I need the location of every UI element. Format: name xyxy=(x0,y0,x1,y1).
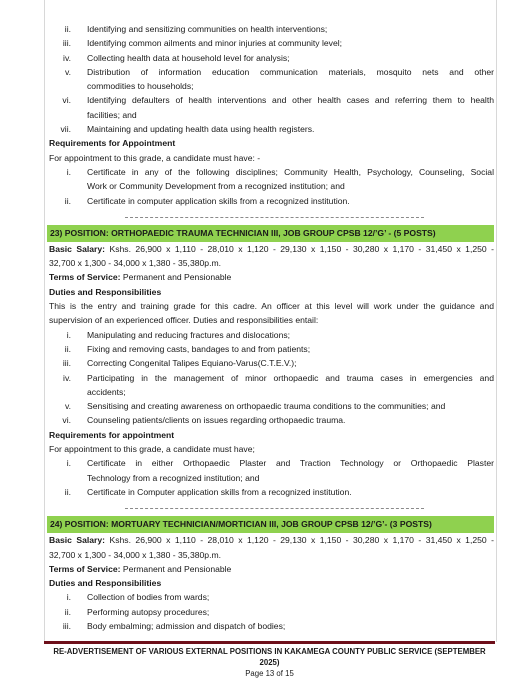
salary-line-1: Kshs. 26,900 x 1,110 - 28,010 x 1,120 - 29,130 x 1,150 - 30,280 x 1,170 - 31,450 x 1,250 - xyxy=(105,243,494,254)
list-item-text: Sensitising and creating awareness on orthopaedic trauma conditions to the communities; and xyxy=(87,401,446,412)
list-item-number: iii. xyxy=(62,358,71,369)
list-item-number: iv. xyxy=(63,52,71,63)
section-divider xyxy=(125,217,424,219)
footer-rule xyxy=(44,641,495,644)
footer-title: RE-ADVERTISEMENT OF VARIOUS EXTERNAL POSITIONS IN KAKAMEGA COUNTY PUBLIC SERVICE (SEPTEMBER 2025) xyxy=(53,647,486,667)
requirements-heading: Requirements for appointment xyxy=(49,429,175,440)
requirements-heading: Requirements for Appointment xyxy=(49,138,176,149)
position-24-salary xyxy=(49,533,494,547)
list-item-continuation xyxy=(49,179,494,193)
list-item xyxy=(49,619,494,633)
list-item xyxy=(49,65,494,79)
position-23-duties-list xyxy=(49,328,494,428)
requirements-intro: For appointment to this grade, a candidate must have; xyxy=(49,444,255,455)
list-item-continuation xyxy=(49,108,494,122)
list-item-text: Technology from a recognized institution; and xyxy=(87,472,260,483)
duties-heading: Duties and Responsibilities xyxy=(49,578,162,589)
list-item-text: Distribution of information education communication materials, mosquito nets and other xyxy=(87,66,494,77)
page-number: Page 13 of 15 xyxy=(245,669,294,678)
list-item-continuation xyxy=(49,79,494,93)
list-item-text: facilities; and xyxy=(87,109,137,120)
list-item xyxy=(49,399,494,413)
position-23-salary xyxy=(49,242,494,256)
list-item xyxy=(49,413,494,427)
position-23-requirements-list xyxy=(49,456,494,499)
position-24-terms xyxy=(49,562,494,576)
list-item-number: iii. xyxy=(62,38,71,49)
list-item xyxy=(49,36,494,50)
terms-value: Permanent and Pensionable xyxy=(120,563,232,574)
list-item-number: i. xyxy=(66,458,71,469)
terms-label: Terms of Service: xyxy=(49,272,121,283)
list-item xyxy=(49,93,494,107)
list-item-text: Identifying and sensitizing communities on health interventions; xyxy=(87,24,328,34)
list-item-text: Manipulating and reducing fractures and dislocations; xyxy=(87,329,291,340)
terms-value: Permanent and Pensionable xyxy=(120,272,232,283)
list-item-number: vii. xyxy=(60,124,71,135)
duties-intro-line-2: supervision of an experienced officer. Duties and responsibilities entail: xyxy=(49,315,319,326)
page-footer xyxy=(44,646,495,679)
salary-line-2: 32,700 x 1,300 - 34,000 x 1,380 - 35,380p.m. xyxy=(49,258,221,269)
section-divider xyxy=(125,508,424,510)
list-item xyxy=(49,590,494,604)
list-item-text: Certificate in any of the following disciplines; Community Health, Psychology, Counseling, Social xyxy=(87,166,494,177)
list-item-number: i. xyxy=(66,329,71,340)
list-item-text: Certificate in Computer application skills from a recognized institution. xyxy=(87,486,352,497)
salary-label: Basic Salary: xyxy=(49,535,106,546)
list-item xyxy=(49,51,494,65)
requirements-list xyxy=(49,165,494,208)
salary-line-1: Kshs. 26,900 x 1,110 - 28,010 x 1,120 - 29,130 x 1,150 - 30,280 x 1,170 - 31,450 x 1,250 - xyxy=(105,535,494,546)
list-item-number: i. xyxy=(66,592,71,603)
list-item-continuation xyxy=(49,471,494,485)
list-item-number: iii. xyxy=(62,620,71,631)
list-item-number: v. xyxy=(64,66,71,77)
document-body xyxy=(49,22,494,633)
list-item-text: Performing autopsy procedures; xyxy=(87,606,210,617)
position-23-banner: 23) POSITION: ORTHOPAEDIC TRAUMA TECHNICIAN III, JOB GROUP CPSB 12/’G’ - (5 POSTS) xyxy=(47,225,494,242)
list-item xyxy=(49,356,494,370)
list-item-number: ii. xyxy=(64,606,71,617)
position-23-terms xyxy=(49,270,494,284)
list-item xyxy=(49,605,494,619)
list-item xyxy=(49,485,494,499)
list-item-text: accidents; xyxy=(87,386,126,397)
list-item xyxy=(49,122,494,136)
duties-intro-line-1: This is the entry and training grade for this cadre. An officer at this level will work under the guidance and xyxy=(49,301,494,312)
list-item-number: ii. xyxy=(64,24,71,34)
list-item-text: Body embalming; admission and dispatch of bodies; xyxy=(87,620,286,631)
list-item-text: Maintaining and updating health data using health registers. xyxy=(87,124,315,135)
list-item-number: ii. xyxy=(64,343,71,354)
list-item-text: Work or Community Development from a recognized institution; and xyxy=(87,181,345,192)
list-item-number: v. xyxy=(64,401,71,412)
position-24-duties-list xyxy=(49,590,494,633)
list-item-text: Counseling patients/clients on issues regarding orthopaedic trauma. xyxy=(87,415,346,426)
list-item-text: Participating in the management of minor orthopaedic and trauma cases in emergencies and xyxy=(87,372,494,383)
salary-label: Basic Salary: xyxy=(49,243,106,254)
list-item xyxy=(49,342,494,356)
list-item-text: Collecting health data at household level for analysis; xyxy=(87,52,290,63)
list-item xyxy=(49,194,494,208)
list-item xyxy=(49,165,494,179)
list-item-text: commodities to households; xyxy=(87,81,194,92)
list-item-number: ii. xyxy=(64,486,71,497)
duties-list-continued xyxy=(49,22,494,136)
list-item-number: vi. xyxy=(62,415,71,426)
list-item-number: iv. xyxy=(63,372,71,383)
list-item-text: Certificate in computer application skills from a recognized institution. xyxy=(87,195,350,206)
salary-line-2: 32,700 x 1,300 - 34,000 x 1,380 - 35,380p.m. xyxy=(49,549,221,560)
list-item-text: Correcting Congenital Talipes Equiano-Varus(C.T.E.V.); xyxy=(87,358,297,369)
list-item-text: Fixing and removing casts, bandages to and from patients; xyxy=(87,343,311,354)
duties-heading: Duties and Responsibilities xyxy=(49,286,162,297)
list-item-text: Identifying common ailments and minor injuries at community level; xyxy=(87,38,343,49)
list-item-text: Certificate in either Orthopaedic Plaster and Traction Technology or Orthopaedic Plaster xyxy=(87,458,494,469)
list-item-number: vi. xyxy=(62,95,71,106)
position-24-banner: 24) POSITION: MORTUARY TECHNICIAN/MORTICIAN III, JOB GROUP CPSB 12/’G’- (3 POSTS) xyxy=(47,516,494,533)
list-item xyxy=(49,456,494,470)
list-item-continuation xyxy=(49,385,494,399)
terms-label: Terms of Service: xyxy=(49,563,121,574)
list-item-text: Identifying defaulters of health interventions and other health cases and referring them to health xyxy=(87,95,494,106)
list-item-text: Collection of bodies from wards; xyxy=(87,592,210,603)
list-item xyxy=(49,22,494,36)
list-item-number: i. xyxy=(66,166,71,177)
list-item xyxy=(49,371,494,385)
requirements-intro: For appointment to this grade, a candidate must have: - xyxy=(49,152,261,163)
list-item-number: ii. xyxy=(64,195,71,206)
list-item xyxy=(49,328,494,342)
